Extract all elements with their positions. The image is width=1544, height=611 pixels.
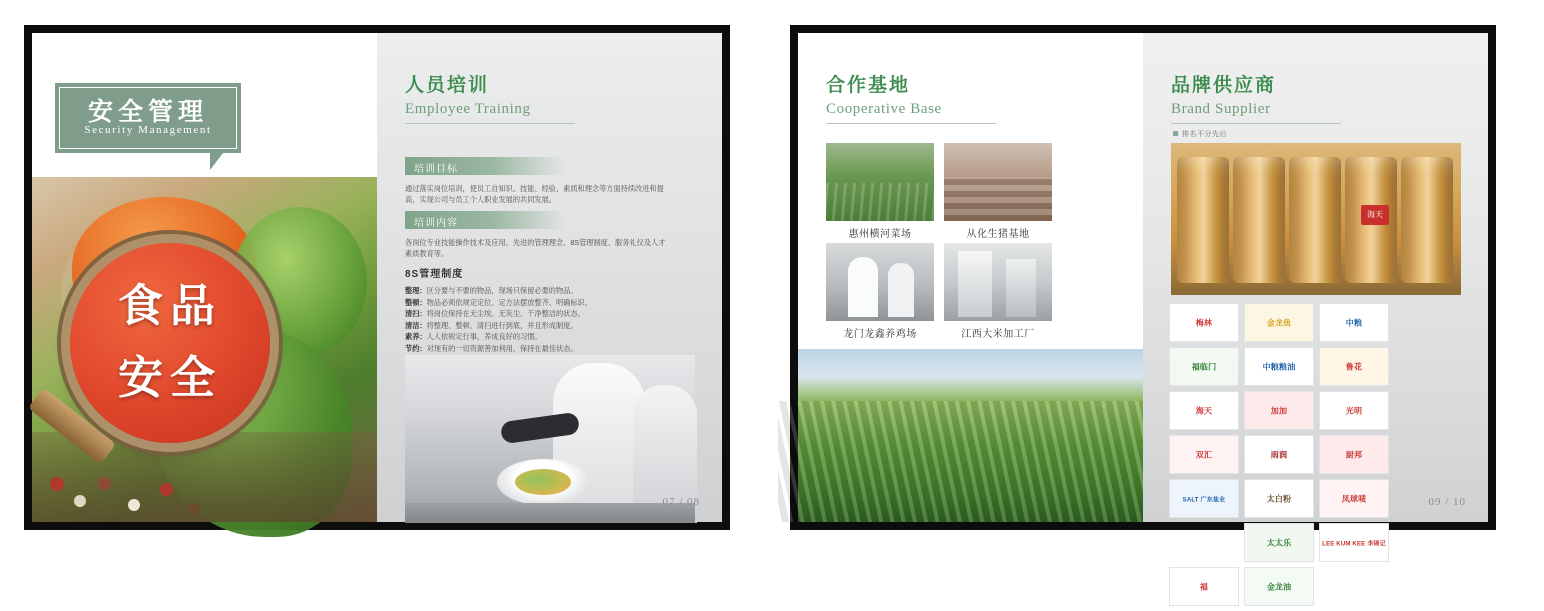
brand-logo-label: 太白粉: [1266, 494, 1292, 503]
label-training-content: [405, 211, 565, 229]
brand-logo-cell: [1169, 435, 1239, 474]
brand-logo-label: 福临门: [1191, 362, 1217, 371]
rule-key: 整理：: [405, 286, 427, 295]
brand-logo-label: 加加: [1270, 406, 1288, 415]
rule-item: [405, 331, 677, 343]
brand-logo-label: SALT 广东盐业: [1182, 497, 1226, 503]
brand-logo-label: 太太乐: [1266, 538, 1292, 547]
banner-title-cn: 安全管理: [87, 98, 208, 126]
left-spread: [0, 0, 772, 561]
rule-key: 整顿：: [405, 297, 427, 307]
rule-value: 区分要与不要的物品，现场只保留必要的物品。: [426, 286, 578, 295]
peppercorn: [50, 477, 64, 491]
rule-value: 对现有的一切资源善加利用，保持在最佳状态。: [426, 343, 578, 353]
brand-logo-grid: [1169, 303, 1463, 611]
left-spread-frame: [24, 25, 730, 530]
rule-item: [405, 343, 677, 355]
green-crop-field-photo: [798, 349, 1143, 522]
brand-logo-cell: [1244, 435, 1314, 474]
rule-item: [405, 320, 677, 332]
brand-logo-label: 双汇: [1195, 450, 1213, 459]
peppercorn: [160, 483, 173, 496]
thumb-caption: 惠州横河菜场: [848, 229, 912, 240]
rules-subtitle: 8S管理制度: [405, 269, 464, 280]
page-brand-supplier: [1143, 33, 1488, 591]
brand-logo-label: LEE KUM KEE 李锦记: [1322, 541, 1386, 547]
brand-logo-cell: [1244, 303, 1314, 342]
note-bullet-icon: [1173, 131, 1178, 136]
crop-rows: [778, 401, 1163, 522]
rule-value: 将整理、整顿、清扫进行到底，并且形成制度。: [426, 320, 578, 330]
rule-key: 清洁：: [405, 320, 427, 330]
label-training-goal: [405, 157, 565, 175]
brand-logo-label: 金龙鱼: [1266, 318, 1292, 327]
thumb-vegetable-field: [826, 143, 934, 221]
brand-logo-label: 海天: [1195, 406, 1213, 415]
right-spread-frame: [790, 25, 1496, 591]
brand-logo-cell: [1244, 479, 1314, 518]
brand-logo-cell: [1319, 347, 1389, 386]
peppercorn: [98, 477, 111, 490]
brand-logo-cell: [1244, 567, 1314, 606]
food-safety-photo: [32, 177, 377, 522]
thumb-chicken-farm: [826, 243, 934, 321]
brand-logo-label: 光明: [1345, 406, 1363, 415]
banner-tail-shape: [210, 153, 223, 170]
thumb-pig-farm: [944, 143, 1052, 221]
rule-value: 人人依规定行事，养成良好的习惯。: [426, 332, 542, 341]
plated-dish: [497, 459, 589, 505]
heading-cn: 合作基地: [826, 75, 911, 96]
brand-logo-cell: [1169, 347, 1239, 386]
thumb-caption: 江西大米加工厂: [961, 329, 1035, 340]
vat: [1401, 157, 1453, 283]
ranking-note: [1173, 129, 1227, 139]
thumb-rice-plant: [944, 243, 1052, 321]
brand-logo-label: 福: [1199, 582, 1209, 591]
label-training-goal-text: 培训目标: [414, 164, 458, 175]
page-employee-training: [377, 33, 722, 522]
kitchen-counter: [405, 503, 695, 523]
employee-training-heading: [405, 75, 575, 124]
heading-en: Cooperative Base: [826, 101, 942, 117]
heading-cn: 人员培训: [405, 75, 490, 96]
vat-brand-label: 海天: [1361, 205, 1389, 225]
brand-logo-label: 中粮: [1345, 318, 1363, 327]
heading-rule: [1171, 123, 1341, 124]
brand-logo-label: 中粮粮油: [1262, 362, 1296, 371]
brand-logo-cell: [1319, 435, 1389, 474]
magnifier-lens: [70, 243, 270, 443]
brand-logo-cell: [1169, 567, 1239, 606]
heading-en: Brand Supplier: [1171, 101, 1271, 117]
rule-value: 物品必须依规定定位、定方法摆放整齐、明确标识。: [426, 297, 592, 307]
security-management-banner: [55, 83, 241, 153]
page-cooperative-base: [798, 33, 1143, 522]
right-spread: [772, 0, 1544, 591]
brand-logo-label: 厨邦: [1345, 450, 1363, 459]
page-number-left: 07 / 08: [662, 496, 700, 508]
brand-supplier-heading: [1171, 75, 1341, 124]
brand-logo-cell: [1244, 523, 1314, 562]
brand-logo-cell: [1319, 391, 1389, 430]
rule-item: [405, 308, 677, 320]
peppercorn: [188, 503, 200, 515]
fermentation-vats-photo: [1171, 143, 1461, 295]
brand-logo-cell: [1169, 391, 1239, 430]
training-content-body: 各岗位专业技能操作技术及应用、先进的管理理念、8S管理制度、服务礼仪及人才素质教育等。: [405, 238, 666, 258]
ranking-note-text: 排名不分先后: [1182, 131, 1227, 138]
rule-key: 节约：: [405, 343, 427, 353]
heading-rule: [826, 123, 996, 124]
brand-logo-label: 鲁花: [1345, 362, 1363, 371]
heading-cn: 品牌供应商: [1171, 75, 1277, 96]
brand-logo-cell: [1319, 303, 1389, 342]
brand-logo-cell: [1319, 523, 1389, 562]
thumb-caption: 龙门龙鑫养鸡场: [843, 329, 917, 340]
heading-rule: [405, 123, 575, 124]
lens-text-line1: 食品: [117, 280, 222, 331]
page-number-right: 09 / 10: [1428, 496, 1466, 508]
brand-logo-label: 凤球唛: [1341, 494, 1367, 503]
page-security-management: [32, 33, 377, 522]
brand-logo-label: 雨润: [1270, 450, 1288, 459]
banner-title-en: Security Management: [84, 124, 212, 136]
training-goal-body: 通过落实岗位培训，使员工自知识、技能、经验、素质和理念等方面持续改进和提高，实现公司与员工个人职业发展的共同发展。: [405, 184, 664, 204]
brand-logo-label: 梅林: [1195, 318, 1213, 327]
brand-logo-cell: [1169, 479, 1239, 518]
brand-logo-cell: [1244, 391, 1314, 430]
vat: [1177, 157, 1229, 283]
rule-key: 清扫：: [405, 309, 427, 318]
brand-logo-cell: [1319, 479, 1389, 518]
peppercorn: [74, 495, 86, 507]
brand-logo-label: 金龙油: [1266, 582, 1292, 591]
rule-item: [405, 285, 677, 297]
rule-key: 素养：: [405, 332, 427, 341]
peppercorn: [128, 499, 140, 511]
label-training-content-text: 培训内容: [414, 218, 458, 229]
heading-en: Employee Training: [405, 101, 531, 117]
vat: [1233, 157, 1285, 283]
rule-item: [405, 297, 677, 309]
lens-text-line2: 安全: [117, 352, 222, 403]
chefs-plating-photo: [405, 355, 695, 523]
cooperative-base-heading: [826, 75, 996, 124]
brand-logo-cell: [1244, 347, 1314, 386]
brand-logo-cell: [1169, 303, 1239, 342]
vat: [1289, 157, 1341, 283]
rule-value: 将岗位保持在无尘埃、无灰尘、干净整洁的状态。: [426, 309, 585, 318]
thumb-caption: 从化生猪基地: [966, 229, 1030, 240]
